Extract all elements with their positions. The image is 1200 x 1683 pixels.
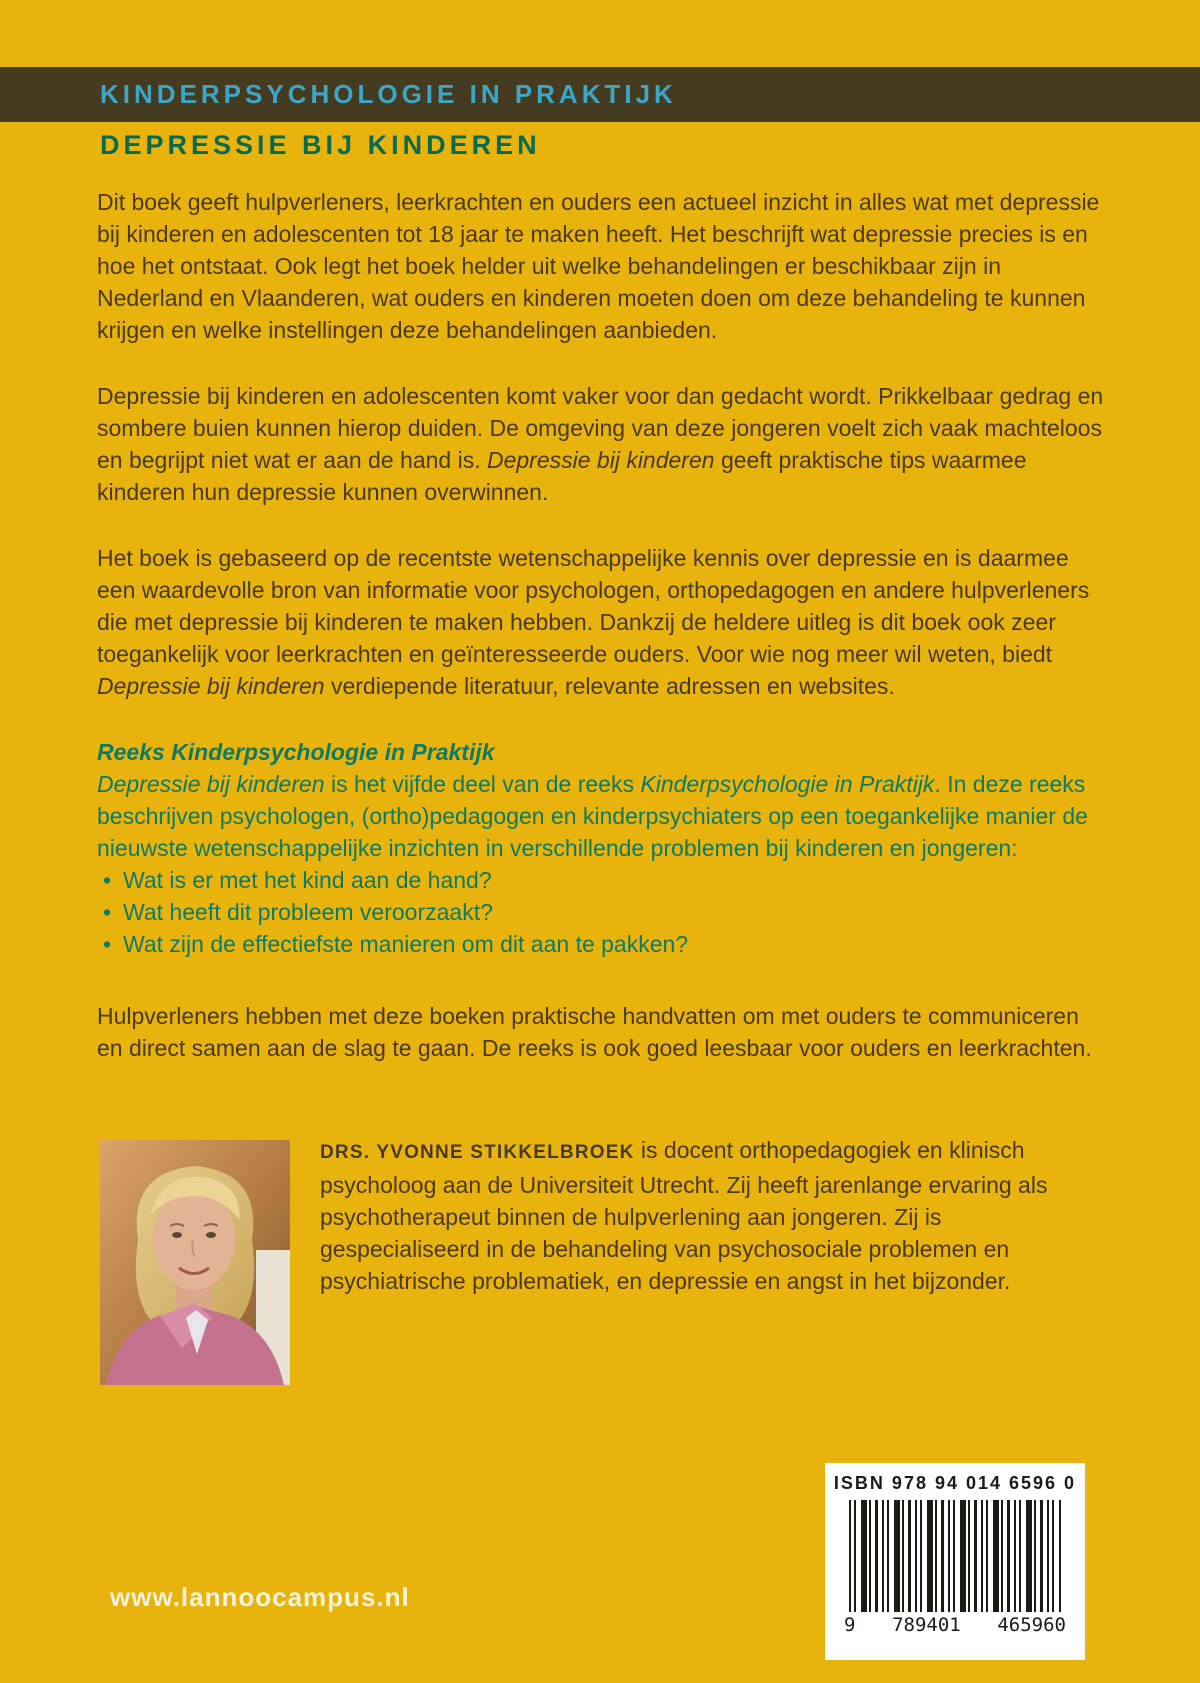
- series-section: [97, 736, 1105, 960]
- list-item: • Wat heeft dit probleem veroorzaakt?: [97, 896, 1105, 928]
- author-section: [100, 1137, 1110, 1385]
- isbn-number: ISBN 978 94 014 6596 0: [833, 1473, 1077, 1493]
- ean-barcode: [849, 1500, 1061, 1612]
- isbn-block: [825, 1463, 1085, 1660]
- paragraph-prevalence: Depressie bij kinderen en adolescenten komt vaker voor dan gedacht wordt. Prikkelbaar gedrag en sombere buien kunnen hierop duiden. De omgeving van deze jongeren voelt zich vaak machteloos en begrijpt niet wat er aan de hand is. Depressie bij kinderen geeft praktische tips waarmee kinderen hun depressie kunnen overwinnen.: [97, 383, 1104, 505]
- barcode-digits: [844, 1614, 1066, 1636]
- paragraph-intro: Dit boek geeft hulpverleners, leerkrachten en ouders een actueel inzicht in alles wat met depressie bij kinderen en adolescenten tot 18 jaar te maken heeft. Het beschrijft wat depressie precies is en hoe het ontstaat. Ook legt het boek helder uit welke behandelingen er beschikbaar zijn in Nederland en Vlaanderen, wat ouders en kinderen moeten doen om deze behandeling te kunnen krijgen en welke instellingen deze behandelingen aanbieden.: [97, 189, 1100, 343]
- author-name: DRS. YVONNE STIKKELBROEK: [320, 1142, 635, 1163]
- author-bio-text: is docent orthopedagogiek en klinisch psycholoog aan de Universiteit Utrecht. Zij heeft jarenlange ervaring als psychotherapeut binnen de hulpverlening aan jongeren. Zij is gespecialiseerd in de behandeling van psychosociale problemen en psychiatrische problematiek, en depressie en angst in het bijzonder.: [320, 1137, 1048, 1294]
- book-title: DEPRESSIE BIJ KINDEREN: [100, 130, 541, 160]
- list-item: • Wat zijn de effectiefste manieren om dit aan te pakken?: [97, 928, 1105, 960]
- series-band: [0, 67, 1200, 122]
- author-photo: [100, 1140, 290, 1385]
- paragraph-closing: Hulpverleners hebben met deze boeken praktische handvatten om met ouders te communiceren en direct samen aan de slag te gaan. De reeks is ook goed leesbaar voor ouders en leerkrachten.: [97, 1003, 1092, 1061]
- series-title: KINDERPSYCHOLOGIE IN PRAKTIJK: [100, 79, 677, 109]
- back-cover-text: [97, 186, 1105, 1098]
- paragraph-foundation: Het boek is gebaseerd op de recentste wetenschappelijke kennis over depressie en is daarmee een waardevolle bron van informatie voor psychologen, orthopedagogen en andere hulpverleners die met depressie bij kinderen te maken hebben. Dankzij de heldere uitleg is dit boek ook zeer toegankelijk voor leerkrachten en geïnteresseerde ouders. Voor wie nog meer wil weten, biedt Depressie bij kinderen verdiepende literatuur, relevante adressen en websites.: [97, 545, 1090, 699]
- series-question-list: [97, 864, 1105, 960]
- series-section-heading: Reeks Kinderpsychologie in Praktijk: [97, 739, 495, 765]
- author-bio: [290, 1134, 1050, 1297]
- list-item: • Wat is er met het kind aan de hand?: [97, 864, 1105, 896]
- barcode-digit-group: 789401: [892, 1614, 961, 1636]
- series-section-intro: Depressie bij kinderen is het vijfde deel van de reeks Kinderpsychologie in Praktijk. In deze reeks beschrijven psychologen, (ortho)pedagogen en kinderpsychiaters op een toegankelijke manier de nieuwste wetenschappelijke inzichten in verschillende problemen bij kinderen en jongeren:: [97, 771, 1088, 861]
- publisher-website: www.lannoocampus.nl: [110, 1582, 410, 1612]
- barcode-digit-group: 9: [844, 1614, 856, 1636]
- barcode-digit-group: 465960: [997, 1614, 1066, 1636]
